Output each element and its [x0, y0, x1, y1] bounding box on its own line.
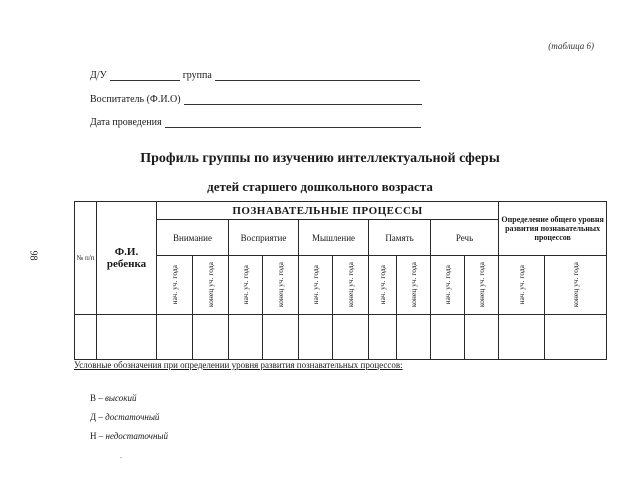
header-child-name: Ф.И. ребенка [97, 202, 157, 315]
group-blank-line[interactable] [215, 71, 420, 81]
teacher-label: Воспитатель (Ф.И.О) [90, 94, 181, 105]
period-cell [299, 256, 333, 315]
legend-text: высокий [105, 393, 137, 403]
period-label: нач. уч. года [377, 265, 387, 305]
period-label: конец уч. года [408, 262, 418, 308]
period-cell [157, 256, 193, 315]
table-reference: (таблица 6) [548, 41, 594, 51]
stray-mark: . [120, 451, 122, 460]
period-cell [229, 256, 263, 315]
profile-table [74, 201, 607, 360]
legend-text: достаточный [105, 412, 160, 422]
table-cell[interactable] [465, 315, 499, 360]
document-title: Профиль группы по изучению интеллектуальной сферы [140, 151, 500, 166]
period-cell [397, 256, 431, 315]
dou-label: Д/У [90, 70, 107, 81]
legend-code: В – [90, 393, 106, 403]
teacher-field [90, 94, 425, 105]
legend-item-insufficient [90, 431, 168, 441]
table-row [75, 315, 607, 360]
teacher-blank-line[interactable] [184, 95, 422, 105]
period-label: нач. уч. года [310, 265, 320, 305]
period-cell [499, 256, 545, 315]
period-label: конец уч. года [345, 262, 355, 308]
group-label: группа [182, 70, 212, 81]
date-field [90, 117, 424, 128]
header-overall-level: Определение общего уровня развития познавательных процессов [499, 202, 607, 256]
table-cell[interactable] [157, 315, 193, 360]
side-page-number: 98 [27, 250, 39, 261]
legend-title: Условные обозначения при определении уровня развития познавательных процессов: [74, 360, 403, 370]
period-label: нач. уч. года [169, 265, 179, 305]
table-cell[interactable] [75, 315, 97, 360]
table-cell[interactable] [397, 315, 431, 360]
period-cell [545, 256, 607, 315]
table-cell[interactable] [369, 315, 397, 360]
legend-item-high [90, 393, 137, 403]
period-label: конец уч. года [570, 262, 580, 308]
table-cell[interactable] [431, 315, 465, 360]
period-cell [431, 256, 465, 315]
table-cell[interactable] [263, 315, 299, 360]
subheader-speech: Речь [431, 220, 499, 256]
dou-field [90, 70, 423, 81]
date-blank-line[interactable] [165, 118, 421, 128]
period-cell [193, 256, 229, 315]
legend-code: Н – [90, 431, 106, 441]
table-cell[interactable] [299, 315, 333, 360]
period-cell [369, 256, 397, 315]
table-cell[interactable] [333, 315, 369, 360]
table-cell[interactable] [193, 315, 229, 360]
table-cell[interactable] [545, 315, 607, 360]
subheader-perception: Восприятие [229, 220, 299, 256]
document-subtitle: детей старшего дошкольного возраста [207, 179, 433, 194]
period-label: нач. уч. года [442, 265, 452, 305]
header-cognitive-processes: ПОЗНАВАТЕЛЬНЫЕ ПРОЦЕССЫ [157, 202, 499, 220]
subheader-attention: Внимание [157, 220, 229, 256]
table-cell[interactable] [97, 315, 157, 360]
legend-text: недостаточный [105, 431, 169, 441]
table-cell[interactable] [229, 315, 263, 360]
period-label: конец уч. года [476, 262, 486, 308]
legend-code: Д – [90, 412, 106, 422]
table-cell[interactable] [499, 315, 545, 360]
dou-blank-line[interactable] [110, 71, 180, 81]
period-cell [465, 256, 499, 315]
legend-item-sufficient [90, 412, 159, 422]
period-label: конец уч. года [275, 262, 285, 308]
period-label: нач. уч. года [240, 265, 250, 305]
period-label: нач. уч. года [516, 265, 526, 305]
date-label: Дата проведения [90, 117, 162, 128]
header-number: № п/п [75, 202, 97, 315]
period-cell [333, 256, 369, 315]
period-label: конец уч. года [205, 262, 215, 308]
subheader-thinking: Мышление [299, 220, 369, 256]
subheader-memory: Память [369, 220, 431, 256]
period-cell [263, 256, 299, 315]
